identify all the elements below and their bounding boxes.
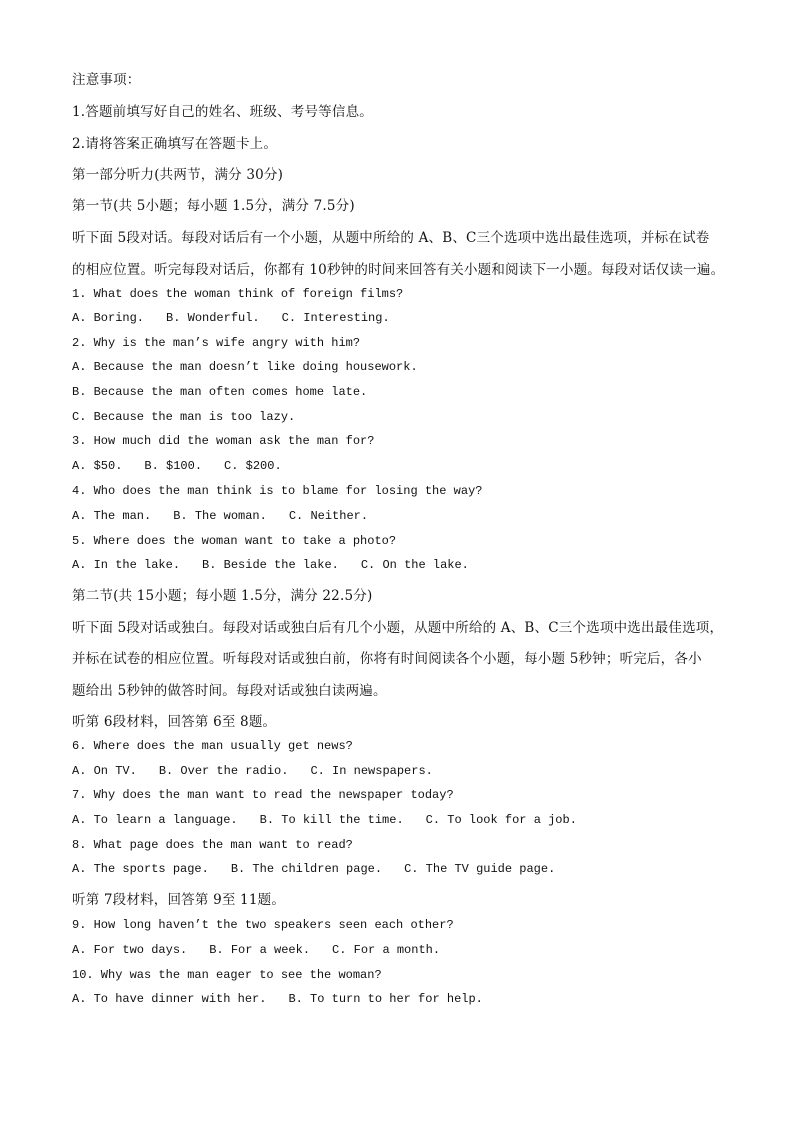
question-4: 4. Who does the man think is to blame for losing the way? [72,484,483,498]
option-b: B. For a week. [209,943,311,957]
option-b: B. Wonderful. [166,311,260,325]
question-3-options [72,459,282,473]
material-6-heading: 听第 6段材料，回答第 6至 8题。 [72,714,277,730]
question-7-options [72,813,577,827]
question-1: 1. What does the woman think of foreign films? [72,287,404,301]
question-6: 6. Where does the man usually get news? [72,739,353,753]
question-10-options [72,992,483,1006]
section1-title: 第一节(共 5小题；每小题 1.5分，满分 7.5分) [72,198,355,214]
option-a: A. To have dinner with her. [72,992,267,1006]
option-a: A. On TV. [72,764,137,778]
option-a: A. The man. [72,509,152,523]
question-8: 8. What page does the man want to read? [72,838,353,852]
option-a: A. In the lake. [72,558,181,572]
question-2-option-c: C. Because the man is too lazy. [72,410,296,424]
question-6-options [72,764,433,778]
notes-item-1: 1.答题前填写好自己的姓名、班级、考号等信息。 [72,104,373,120]
option-b: B. $100. [144,459,203,473]
section2-instruction-line-2: 并标在试卷的相应位置。听每段对话或独白前，你将有时间阅读各个小题，每小题 5秒钟；听完后，各小 [72,651,702,667]
notes-heading: 注意事项： [72,72,141,88]
option-b: B. The children page. [230,862,383,876]
section1-instruction-line-1: 听下面 5段对话。每段对话后有一个小题，从题中所给的 A、B、C三个选项中选出最佳选项，并标在试卷 [72,230,710,246]
option-c: C. Neither. [288,509,369,523]
option-a: A. For two days. [72,943,188,957]
question-2-option-b: B. Because the man often comes home late. [72,385,368,399]
option-a: A. Boring. [72,311,145,325]
option-b: B. To kill the time. [259,813,404,827]
question-2-option-a: A. Because the man doesn’t like doing housework. [72,360,418,374]
option-c: C. For a month. [332,943,441,957]
question-7: 7. Why does the man want to read the newspaper today? [72,788,454,802]
question-2: 2. Why is the man’s wife angry with him? [72,336,361,350]
question-9-options [72,943,440,957]
notes-item-2: 2.请将答案正确填写在答题卡上。 [72,136,278,152]
option-b: B. To turn to her for help. [288,992,483,1006]
question-4-options [72,509,368,523]
option-c: C. $200. [224,459,282,473]
question-1-options [72,311,390,325]
question-5: 5. Where does the woman want to take a photo? [72,534,397,548]
option-b: B. Beside the lake. [202,558,339,572]
part1-title: 第一部分听力(共两节，满分 30分) [72,167,284,183]
option-a: A. The sports page. [72,862,209,876]
option-b: B. The woman. [173,509,267,523]
question-8-options [72,862,555,876]
question-10: 10. Why was the man eager to see the woman? [72,968,382,982]
option-c: C. In newspapers. [310,764,433,778]
section2-instruction-line-1: 听下面 5段对话或独白。每段对话或独白后有几个小题，从题中所给的 A、B、C三个选项中选出最佳选项， [72,620,724,636]
option-c: C. On the lake. [360,558,469,572]
option-a: A. To learn a language. [72,813,238,827]
question-9: 9. How long haven’t the two speakers seen each other? [72,918,454,932]
option-b: B. Over the radio. [158,764,289,778]
option-c: C. The TV guide page. [404,862,556,876]
option-c: C. Interesting. [281,311,390,325]
section2-instruction-line-3: 题给出 5秒钟的做答时间。每段对话或独白读两遍。 [72,683,387,699]
option-c: C. To look for a job. [425,813,577,827]
section1-instruction-line-2: 的相应位置。听完每段对话后，你都有 10秒钟的时间来回答有关小题和阅读下一小题。每段对话仅读一遍。 [72,262,725,278]
section2-title: 第二节(共 15小题；每小题 1.5分，满分 22.5分) [72,588,373,604]
question-5-options [72,558,469,572]
material-7-heading: 听第 7段材料，回答第 9至 11题。 [72,892,286,908]
option-a: A. $50. [72,459,123,473]
question-3: 3. How much did the woman ask the man for? [72,434,375,448]
